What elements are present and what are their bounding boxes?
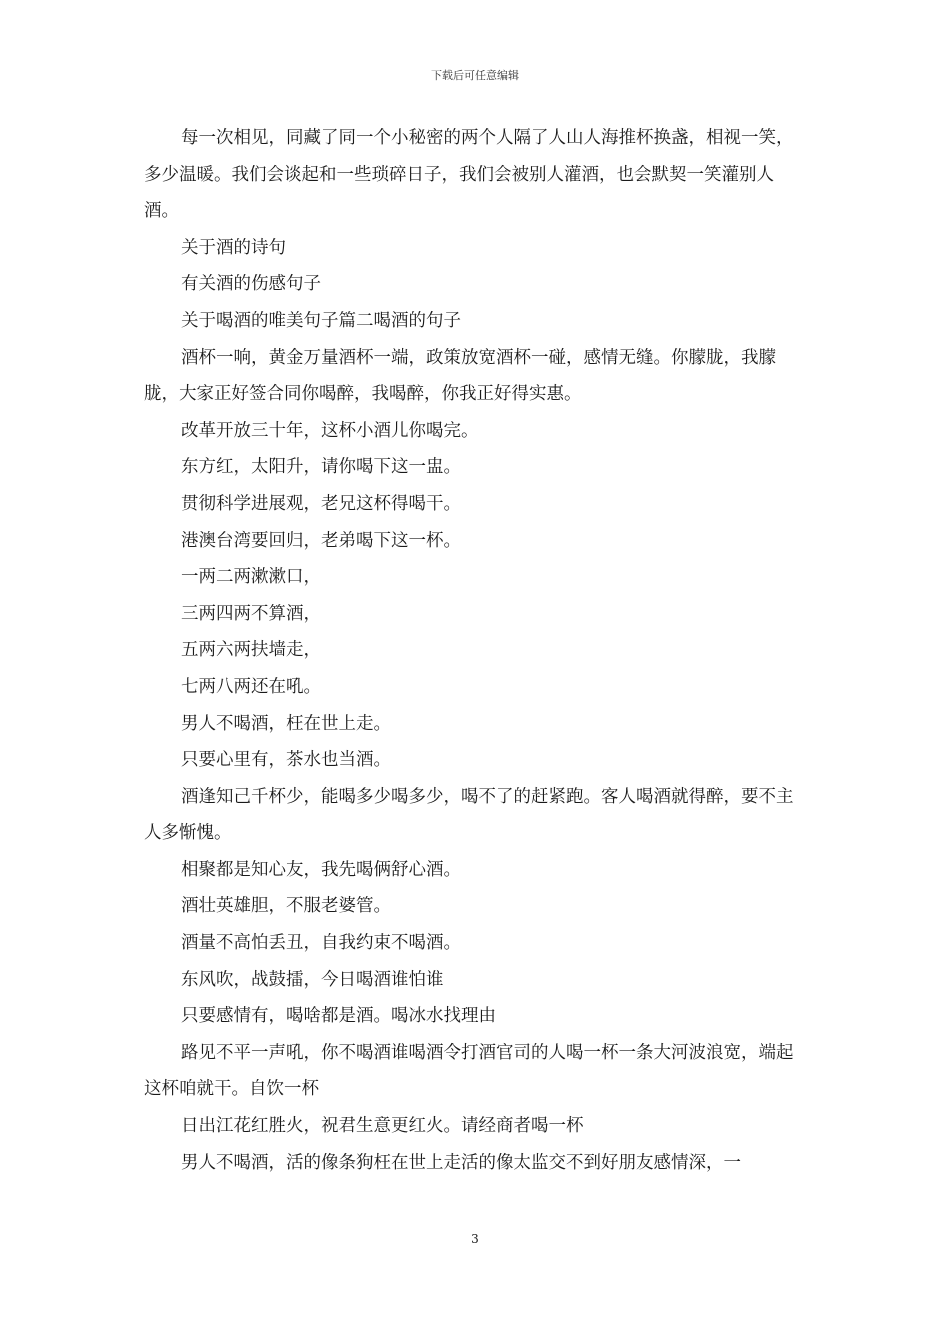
paragraph: 只要心里有，茶水也当酒。 xyxy=(181,750,391,771)
paragraph: 关于喝酒的唯美句子篇二喝酒的句子 xyxy=(181,310,461,331)
paragraph: 三两四两不算酒， xyxy=(181,603,321,624)
page-header: 下载后可任意编辑 xyxy=(431,69,519,82)
paragraph: 改革开放三十年，这杯小酒儿你喝完。 xyxy=(181,420,479,441)
paragraph: 酒量不高怕丢丑，自我约束不喝酒。 xyxy=(181,933,461,954)
paragraph: 每一次相见，同藏了同一个小秘密的两个人隔了人山人海推杯换盏，相视一笑，多少温暖。我们会谈起和一些琐碎日子，我们会被别人灌酒，也会默契一笑灌别人酒。 xyxy=(144,128,794,222)
paragraph: 酒杯一响，黄金万量酒杯一端，政策放宽酒杯一碰，感情无缝。你朦胧，我朦胧，大家正好签合同你喝醉，我喝醉，你我正好得实惠。 xyxy=(144,347,776,405)
paragraph: 只要感情有，喝啥都是酒。喝冰水找理由 xyxy=(181,1006,496,1027)
body-text xyxy=(144,120,808,1181)
paragraph: 日出江花红胜火，祝君生意更红火。请经商者喝一杯 xyxy=(181,1116,584,1137)
paragraph: 相聚都是知心友，我先喝俩舒心酒。 xyxy=(181,859,461,880)
paragraph: 七两八两还在吼。 xyxy=(181,676,321,697)
paragraph: 路见不平一声吼，你不喝酒谁喝酒令打酒官司的人喝一杯一条大河波浪宽，端起这杯咱就干。自饮一杯 xyxy=(144,1042,794,1100)
paragraph: 港澳台湾要回归，老弟喝下这一杯。 xyxy=(181,530,461,551)
page-number: 3 xyxy=(471,1232,479,1246)
paragraph: 酒逢知己千杯少，能喝多少喝多少，喝不了的赶紧跑。客人喝酒就得醉，要不主人多惭愧。 xyxy=(144,786,794,844)
paragraph: 东风吹，战鼓擂，今日喝酒谁怕谁 xyxy=(181,969,444,990)
paragraph: 关于酒的诗句 xyxy=(181,237,286,258)
paragraph: 男人不喝酒，枉在世上走。 xyxy=(181,713,391,734)
paragraph: 有关酒的伤感句子 xyxy=(181,274,321,295)
paragraph: 酒壮英雄胆，不服老婆管。 xyxy=(181,896,391,917)
paragraph: 男人不喝酒，活的像条狗枉在世上走活的像太监交不到好朋友感情深，一 xyxy=(181,1152,741,1173)
paragraph: 东方红，太阳升，请你喝下这一盅。 xyxy=(181,457,461,478)
paragraph: 一两二两漱漱口， xyxy=(181,567,321,588)
paragraph: 贯彻科学进展观，老兄这杯得喝干。 xyxy=(181,493,461,514)
paragraph: 五两六两扶墙走， xyxy=(181,640,321,661)
